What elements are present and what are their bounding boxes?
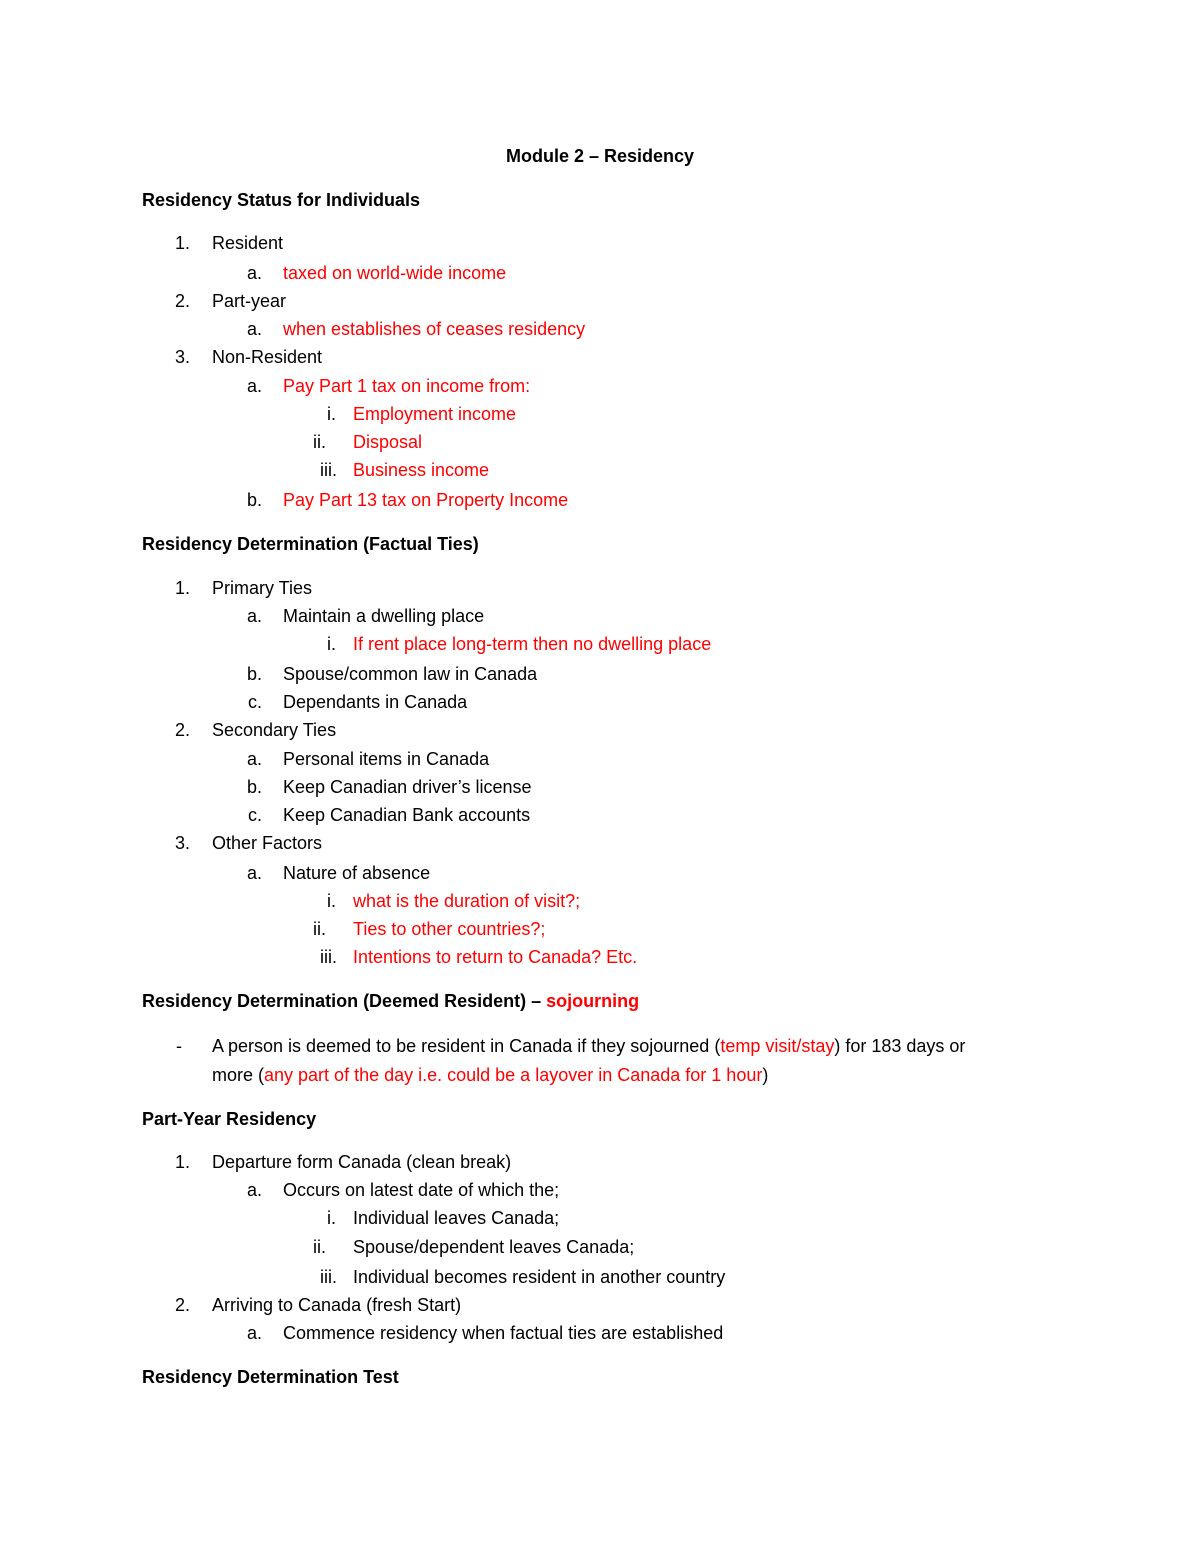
list-marker: a.: [246, 376, 262, 396]
list-item: taxed on world-wide income: [283, 263, 507, 283]
list-item: Employment income: [353, 404, 517, 424]
list-marker: c.: [247, 805, 262, 825]
page-title: Module 2 – Residency: [505, 146, 695, 166]
list-marker: ii.: [313, 1237, 326, 1257]
list-item: Individual leaves Canada;: [353, 1208, 560, 1228]
list-marker: a.: [246, 606, 262, 626]
heading-separator: –: [526, 991, 547, 1011]
list-item: Intentions to return to Canada? Etc.: [353, 947, 638, 967]
bullet-highlight: temp visit/stay: [720, 1036, 835, 1056]
list-item: Keep Canadian driver’s license: [283, 777, 532, 797]
list-item: Arriving to Canada (fresh Start): [212, 1295, 462, 1315]
bullet-line-1: [212, 1034, 965, 1058]
list-item: Pay Part 1 tax on income from:: [283, 376, 531, 396]
list-item: Secondary Ties: [212, 720, 337, 740]
list-marker: b.: [246, 664, 262, 684]
list-item: Maintain a dwelling place: [283, 606, 485, 626]
bullet-highlight: any part of the day i.e. could be a layover in Canada for 1 hour: [264, 1065, 763, 1085]
list-marker: a.: [246, 1180, 262, 1200]
list-marker: 1.: [174, 1152, 190, 1172]
list-marker: i.: [327, 634, 336, 654]
list-item: Resident: [212, 233, 284, 253]
list-item: Occurs on latest date of which the;: [283, 1180, 560, 1200]
heading-highlight: sojourning: [546, 991, 640, 1011]
list-marker: b.: [246, 490, 262, 510]
section-heading-determination-test: Residency Determination Test: [142, 1367, 399, 1387]
list-item: Dependants in Canada: [283, 692, 468, 712]
list-item: Nature of absence: [283, 863, 431, 883]
list-item: Disposal: [353, 432, 423, 452]
list-item: Ties to other countries?;: [353, 919, 546, 939]
list-marker: 2.: [174, 291, 190, 311]
list-marker: b.: [246, 777, 262, 797]
list-marker: 3.: [174, 347, 190, 367]
list-marker: iii.: [320, 1267, 337, 1287]
list-marker: 2.: [174, 720, 190, 740]
list-marker: 3.: [174, 833, 190, 853]
list-item: Part-year: [212, 291, 287, 311]
bullet-text: more (: [212, 1065, 265, 1085]
section-heading-status: Residency Status for Individuals: [142, 190, 421, 210]
list-item: Departure form Canada (clean break): [212, 1152, 512, 1172]
section-heading-factual-ties: Residency Determination (Factual Ties): [142, 534, 479, 554]
list-item: what is the duration of visit?;: [353, 891, 581, 911]
list-marker: 1.: [174, 233, 190, 253]
list-item: Non-Resident: [212, 347, 323, 367]
list-item: when establishes of ceases residency: [283, 319, 586, 339]
list-item: Personal items in Canada: [283, 749, 490, 769]
list-marker: ii.: [313, 919, 326, 939]
list-marker: 1.: [174, 578, 190, 598]
list-marker: i.: [327, 891, 336, 911]
section-heading-part-year: Part-Year Residency: [142, 1109, 317, 1129]
heading-text: Residency Determination (Deemed Resident): [142, 991, 527, 1011]
list-item: Primary Ties: [212, 578, 313, 598]
list-marker: a.: [246, 319, 262, 339]
list-marker: i.: [327, 1208, 336, 1228]
list-marker: c.: [247, 692, 262, 712]
list-item: Business income: [353, 460, 490, 480]
list-marker: iii.: [320, 460, 337, 480]
bullet-line-2: [212, 1063, 768, 1087]
list-marker: ii.: [313, 432, 326, 452]
list-marker: a.: [246, 749, 262, 769]
list-marker: a.: [246, 1323, 262, 1343]
list-marker: a.: [246, 863, 262, 883]
list-marker: 2.: [174, 1295, 190, 1315]
list-marker: i.: [327, 404, 336, 424]
list-item: If rent place long-term then no dwelling place: [353, 634, 712, 654]
bullet-text: ) for 183 days or: [834, 1036, 966, 1056]
list-marker: a.: [246, 263, 262, 283]
bullet-marker: -: [176, 1036, 182, 1056]
bullet-text: ): [762, 1065, 769, 1085]
list-item: Spouse/dependent leaves Canada;: [353, 1237, 635, 1257]
list-item: Individual becomes resident in another country: [353, 1267, 726, 1287]
list-item: Spouse/common law in Canada: [283, 664, 538, 684]
list-item: Keep Canadian Bank accounts: [283, 805, 531, 825]
section-heading-deemed-resident: [142, 989, 639, 1013]
bullet-text: A person is deemed to be resident in Canada if they sojourned (: [212, 1036, 721, 1056]
list-marker: iii.: [320, 947, 337, 967]
list-item: Other Factors: [212, 833, 323, 853]
list-item: Pay Part 13 tax on Property Income: [283, 490, 569, 510]
list-item: Commence residency when factual ties are established: [283, 1323, 724, 1343]
